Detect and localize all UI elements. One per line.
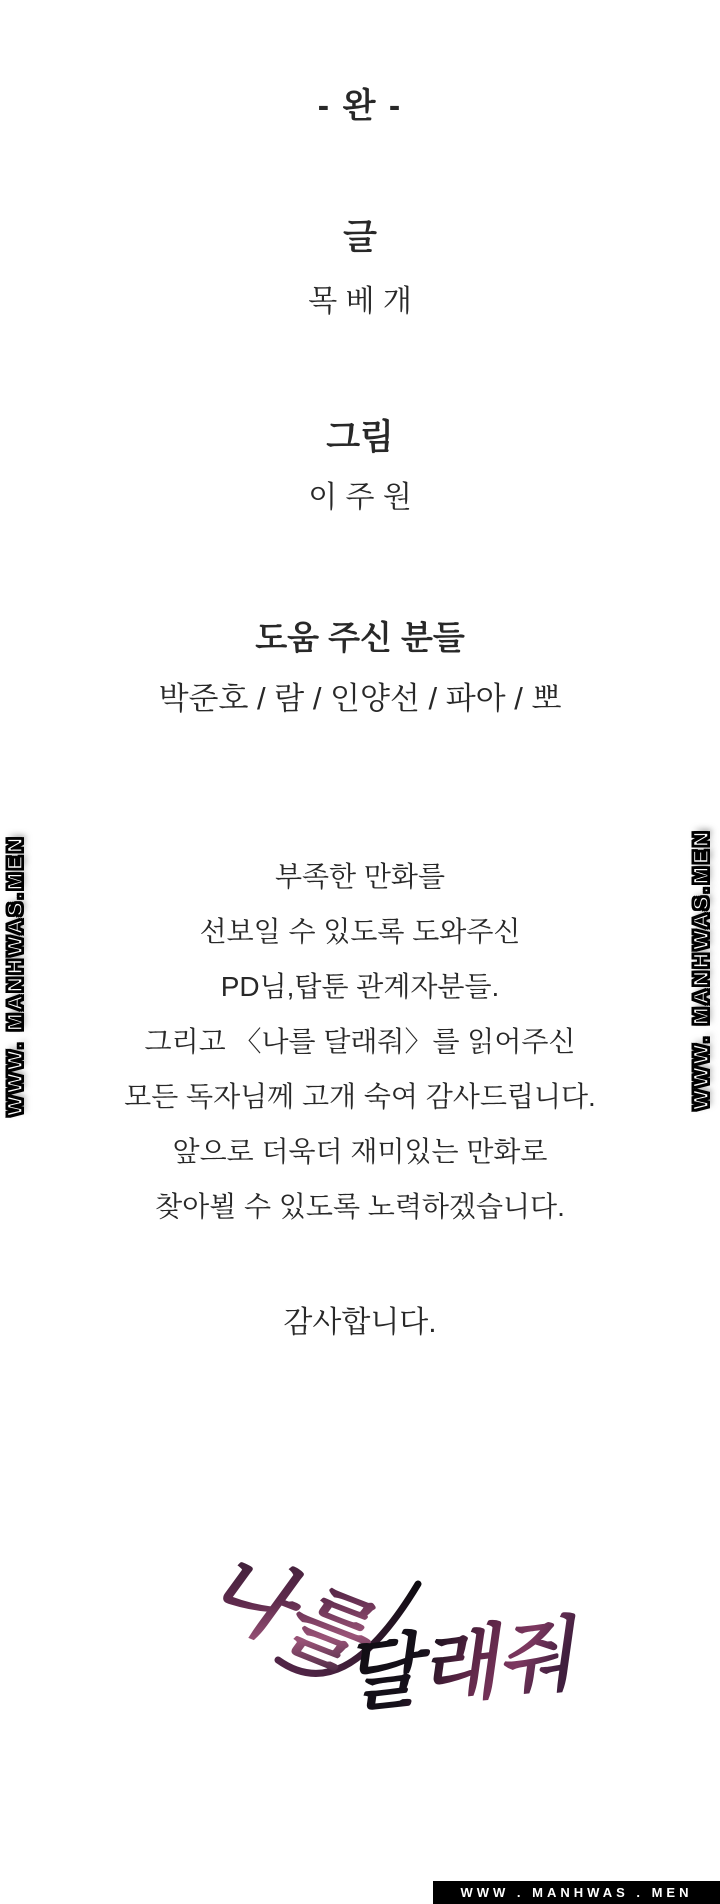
- message-line: 그리고 〈나를 달래줘〉를 읽어주신: [144, 1026, 576, 1057]
- footer-watermark-bar: [433, 1881, 720, 1904]
- side-watermark-left: WWW. MANHWAS.MEN: [4, 834, 27, 1116]
- logo-title-part1: 나를: [194, 1534, 383, 1688]
- artist-name: 이 주 원: [308, 481, 412, 514]
- logo-title-part2: 달래줘: [338, 1606, 579, 1724]
- message-line: 부족한 만화를: [274, 861, 446, 892]
- footer-watermark-text: WWW . MANHWAS . MEN: [460, 1885, 693, 1900]
- message-line: 앞으로 더욱더 재미있는 만화로: [172, 1136, 548, 1167]
- message-line: 찾아뵐 수 있도록 노력하겠습니다.: [155, 1191, 565, 1222]
- writer-role-heading: 글: [343, 218, 377, 257]
- message-line: 모든 독자님께 고개 숙여 감사드립니다.: [124, 1081, 596, 1112]
- closing-thanks: 감사합니다.: [283, 1306, 437, 1339]
- message-line: 선보일 수 있도록 도와주신: [199, 916, 521, 947]
- helpers-names: 박준호 / 람 / 인양선 / 파아 / 뽀: [158, 681, 562, 716]
- writer-name: 목 베 개: [308, 285, 412, 318]
- series-title-calligraphy-logo: [150, 1500, 590, 1790]
- side-watermark-right: WWW. MANHWAS.MEN: [690, 828, 713, 1110]
- artist-role-heading: 그림: [326, 418, 394, 457]
- message-line: PD님,탑툰 관계자분들.: [220, 971, 500, 1002]
- helpers-role-heading: 도움 주신 분들: [255, 619, 465, 656]
- ending-label: - 완 -: [317, 87, 403, 125]
- thank-you-message: [0, 849, 720, 1234]
